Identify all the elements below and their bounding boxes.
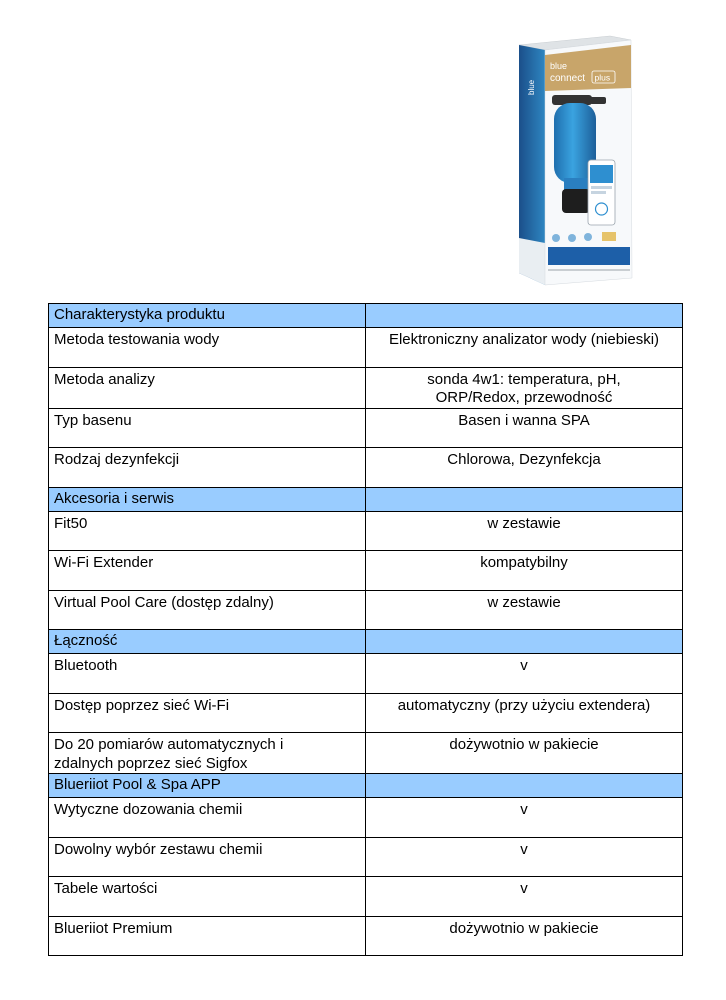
spec-value: Elektroniczny analizator wody (niebieski)	[366, 328, 683, 368]
spec-table	[48, 303, 683, 956]
spec-label: Typ basenu	[49, 408, 366, 448]
spec-label: Virtual Pool Care (dostęp zdalny)	[49, 590, 366, 630]
spec-row	[49, 448, 683, 488]
spec-row	[49, 367, 683, 408]
section-title: Charakterystyka produktu	[49, 304, 366, 328]
spec-value: sonda 4w1: temperatura, pH, ORP/Redox, przewodność	[366, 367, 683, 408]
spec-label: Dowolny wybór zestawu chemii	[49, 837, 366, 877]
spec-value: v	[366, 798, 683, 838]
spec-label: Wytyczne dozowania chemii	[49, 798, 366, 838]
spec-label: Rodzaj dezynfekcji	[49, 448, 366, 488]
section-header-blank	[366, 304, 683, 328]
section-header-row	[49, 487, 683, 511]
spec-row	[49, 837, 683, 877]
phone-illustration	[588, 160, 615, 225]
spec-label: Wi-Fi Extender	[49, 551, 366, 591]
spec-row	[49, 408, 683, 448]
spec-row	[49, 654, 683, 694]
spec-value: Basen i wanna SPA	[366, 408, 683, 448]
spec-label: Bluetooth	[49, 654, 366, 694]
section-header-blank	[366, 630, 683, 654]
spec-row	[49, 590, 683, 630]
spec-value: dożywotnio w pakiecie	[366, 733, 683, 774]
spec-value: v	[366, 837, 683, 877]
section-header-blank	[366, 487, 683, 511]
spec-value: v	[366, 877, 683, 917]
section-header-row	[49, 630, 683, 654]
spec-row	[49, 798, 683, 838]
spec-row	[49, 877, 683, 917]
spec-value: automatyczny (przy użyciu extendera)	[366, 693, 683, 733]
product-box-image	[510, 33, 640, 293]
section-title: Akcesoria i serwis	[49, 487, 366, 511]
spec-value: v	[366, 654, 683, 694]
spec-label: Tabele wartości	[49, 877, 366, 917]
spec-row	[49, 511, 683, 551]
spec-label: Fit50	[49, 511, 366, 551]
spec-value: w zestawie	[366, 590, 683, 630]
spec-row	[49, 733, 683, 774]
spec-row	[49, 693, 683, 733]
box-side-bottom	[519, 238, 545, 285]
spec-label: Metoda analizy	[49, 367, 366, 408]
spec-value: kompatybilny	[366, 551, 683, 591]
section-title: Blueriiot Pool & Spa APP	[49, 774, 366, 798]
spec-value: dożywotnio w pakiecie	[366, 916, 683, 956]
section-header-row	[49, 304, 683, 328]
spec-row	[49, 551, 683, 591]
spec-row	[49, 916, 683, 956]
spec-label: Do 20 pomiarów automatycznych i zdalnych poprzez sieć Sigfox	[49, 733, 366, 774]
spec-row	[49, 328, 683, 368]
spec-value: w zestawie	[366, 511, 683, 551]
spec-label: Blueriiot Premium	[49, 916, 366, 956]
side-logo-text: blue	[527, 79, 536, 95]
logo-text-connect: connect	[550, 73, 586, 84]
logo-text-blue: blue	[550, 61, 568, 71]
section-title: Łączność	[49, 630, 366, 654]
section-header-blank	[366, 774, 683, 798]
spec-value: Chlorowa, Dezynfekcja	[366, 448, 683, 488]
logo-text-plus: plus	[594, 72, 611, 83]
spec-label: Metoda testowania wody	[49, 328, 366, 368]
spec-label: Dostęp poprzez sieć Wi-Fi	[49, 693, 366, 733]
section-header-row	[49, 774, 683, 798]
